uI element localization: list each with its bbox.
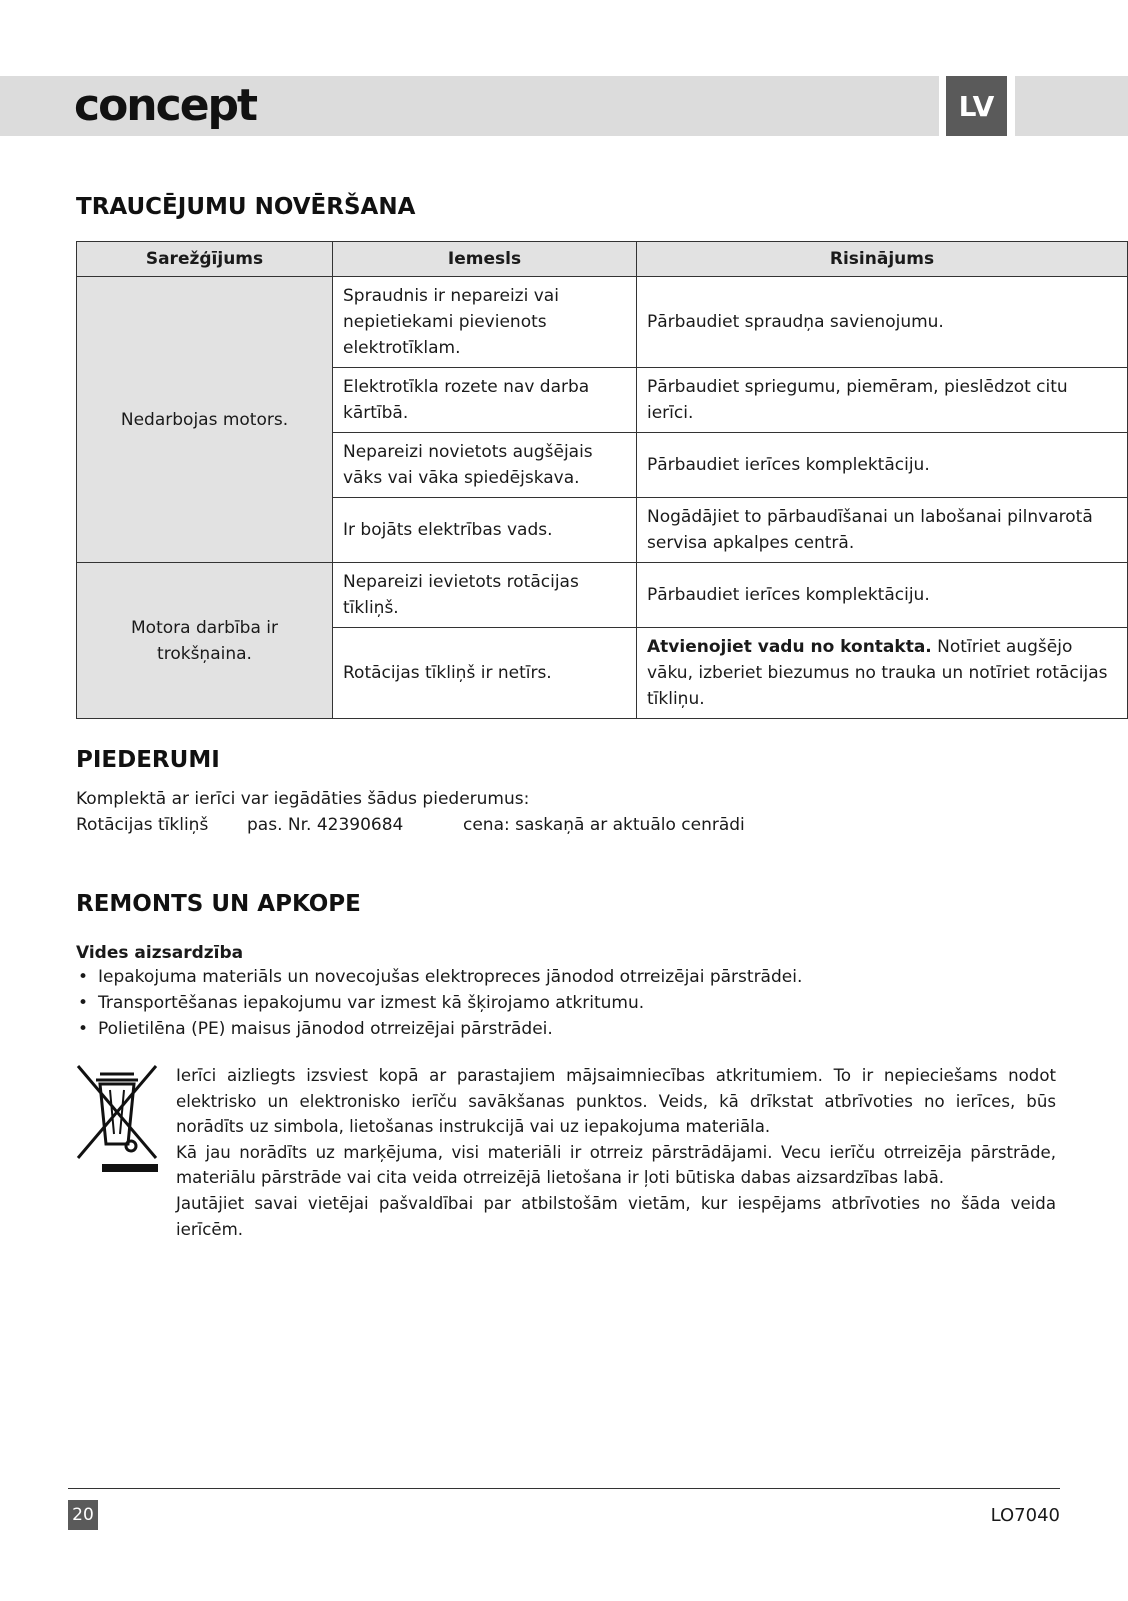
page-number: 20 <box>68 1500 98 1530</box>
cause-cell: Spraudnis ir nepareizi vai nepietiekami pievienots elektrotīklam. <box>333 277 637 368</box>
language-badge: LV <box>946 76 1007 136</box>
table-row <box>77 563 1128 628</box>
weee-paragraph: Jautājiet savai vietējai pašvaldībai par atbilstošām vietām, kur iespējams atbrīvoties no šāda veida ierīcēm. <box>176 1193 1056 1239</box>
accessories-intro: Komplektā ar ierīci var iegādāties šādus piederumus: <box>76 789 530 809</box>
column-header: Sarežģījums <box>77 242 333 277</box>
solution-cell: Pārbaudiet ierīces komplektāciju. <box>637 433 1128 498</box>
solution-cell <box>637 628 1128 719</box>
problem-cell: Motora darbība ir trokšņaina. <box>77 563 333 719</box>
list-item: • Iepakojuma materiāls un novecojušas elektropreces jānodod otrreizējai pārstrādei. <box>76 964 802 990</box>
weee-paragraph: Kā jau norādīts uz marķējuma, visi materiāli ir otrreiz pārstrādājami. Vecu ierīču otrreizēja pārstrāde, materiālu pārstrāde vai cita veida otrreizējā lietošana ir ļoti būtiska dabas aizsardzības labā. <box>176 1142 1056 1188</box>
cause-cell: Elektrotīkla rozete nav darba kārtībā. <box>333 368 637 433</box>
problem-cell: Nedarbojas motors. <box>77 277 333 563</box>
troubleshooting-table <box>76 241 1128 719</box>
weee-paragraph: Ierīci aizliegts izsviest kopā ar parastajiem mājsaimniecības atkritumiem. To ir nepieciešams nodot elektrisko un elektronisko ierīču savākšanas punktos. Veids, kā drīkstat atbrīvoties no ierīces, būs norādīts uz simbola, lietošanas instrukcijā vai uz iepakojuma materiāla. <box>176 1066 1056 1137</box>
troubleshooting-title: TRAUCĒJUMU NOVĒRŠANA <box>76 194 416 220</box>
accessory-number: pas. Nr. 42390684 <box>247 815 404 835</box>
solution-text: Notīriet augšējo vāku, izberiet biezumus no trauka un notīriet rotācijas tīkliņu. <box>647 637 1108 709</box>
model-number: LO7040 <box>990 1505 1060 1526</box>
header-band-right <box>1015 76 1128 136</box>
environment-list <box>76 964 802 1042</box>
footer-divider <box>68 1488 1060 1489</box>
solution-cell: Pārbaudiet ierīces komplektāciju. <box>637 563 1128 628</box>
cause-cell: Nepareizi novietots augšējais vāks vai vāka spiedējskava. <box>333 433 637 498</box>
weee-disposal-text <box>176 1063 1056 1242</box>
column-header: Risinājums <box>637 242 1128 277</box>
cause-cell: Ir bojāts elektrības vads. <box>333 498 637 563</box>
repair-title: REMONTS UN APKOPE <box>76 891 361 917</box>
solution-cell: Pārbaudiet spraudņa savienojumu. <box>637 277 1128 368</box>
accessory-name: Rotācijas tīkliņš <box>76 815 209 835</box>
solution-cell: Nogādājiet to pārbaudīšanai un labošanai pilnvarotā servisa apkalpes centrā. <box>637 498 1128 563</box>
column-header: Iemesls <box>333 242 637 277</box>
cause-cell: Nepareizi ievietots rotācijas tīkliņš. <box>333 563 637 628</box>
table-header-row <box>77 242 1128 277</box>
list-item: • Transportēšanas iepakojumu var izmest kā šķirojamo atkritumu. <box>76 990 802 1016</box>
solution-bold-text: Atvienojiet vadu no kontakta. <box>647 637 932 657</box>
table-row <box>77 277 1128 368</box>
accessory-price: cena: saskaņā ar aktuālo cenrādi <box>463 815 745 835</box>
cause-cell: Rotācijas tīkliņš ir netīrs. <box>333 628 637 719</box>
environment-subtitle: Vides aizsardzība <box>76 943 244 963</box>
accessories-title: PIEDERUMI <box>76 747 220 773</box>
brand-logo: concept <box>74 80 257 131</box>
list-item: • Polietilēna (PE) maisus jānodod otrreizējai pārstrādei. <box>76 1016 802 1042</box>
weee-crossed-bin-icon <box>76 1064 158 1174</box>
solution-cell: Pārbaudiet spriegumu, piemēram, pieslēdzot citu ierīci. <box>637 368 1128 433</box>
